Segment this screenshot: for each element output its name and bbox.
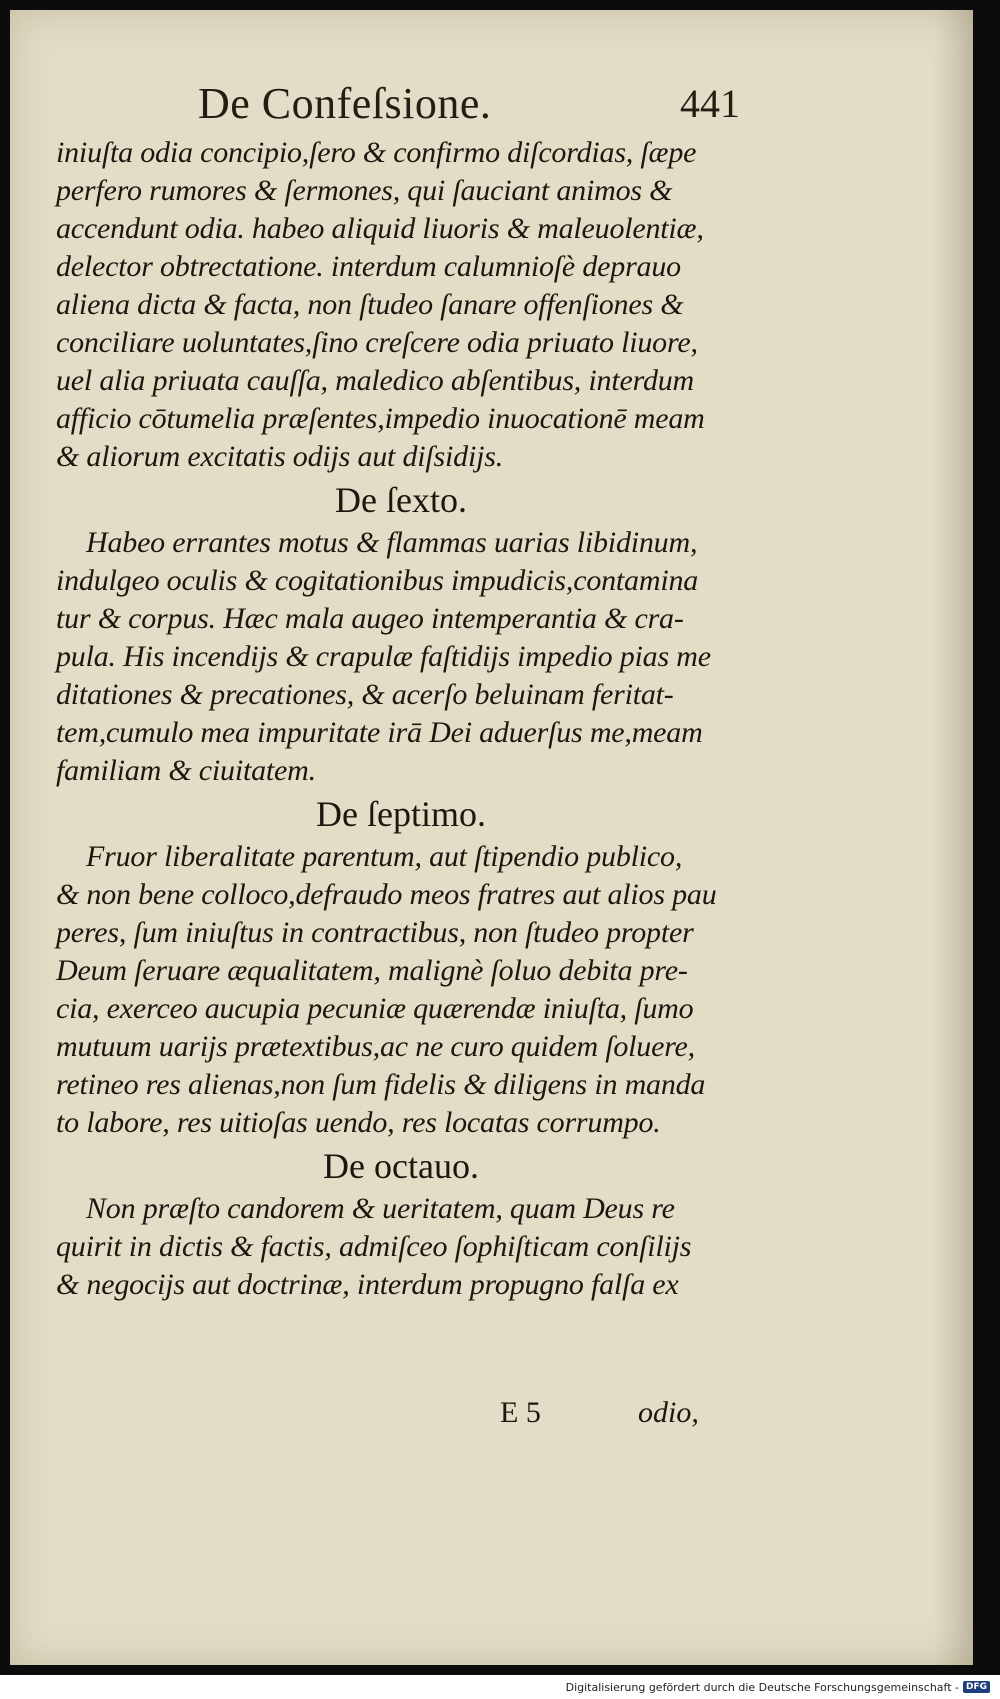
text-line: tem,cumulo mea impuritate irā Dei aduerſus me,meam (56, 716, 703, 749)
text-line: quirit in dictis & factis, admiſceo ſophiſticam conſilijs (56, 1230, 692, 1263)
text-line: cia, exerceo aucupia pecuniæ quærendæ iniuſta, ſumo (56, 992, 694, 1025)
page-gutter-shade (933, 10, 973, 1665)
text-block (56, 134, 746, 1304)
book-page (10, 10, 973, 1665)
text-line: Deum ſeruare æqualitatem, malignè ſoluo debita pre- (56, 954, 688, 987)
catchword: odio, (638, 1396, 699, 1429)
text-line: indulgeo oculis & cogitationibus impudicis,contamina (56, 564, 699, 597)
section-heading: De ſeptimo. (316, 794, 486, 834)
text-line: tur & corpus. Hæc mala augeo intemperantia & cra- (56, 602, 684, 635)
catch-line (500, 1396, 750, 1436)
digitization-footer (566, 1678, 990, 1696)
text-line: uel alia priuata cauſſa, maledico abſentibus, interdum (56, 364, 695, 397)
section-heading: De octauo. (323, 1146, 479, 1186)
text-line: Habeo errantes motus & flammas uarias libidinum, (86, 526, 698, 559)
text-line: aliena dicta & facta, non ſtudeo ſanare offenſiones & (56, 288, 684, 321)
text-line: & aliorum excitatis odijs aut diſsidijs. (56, 440, 504, 473)
text-line: delector obtrectatione. interdum calumnioſè deprauo (56, 250, 681, 283)
section-continuation (56, 134, 746, 476)
text-line: afficio cōtumelia præſentes,impedio inuocationē meam (56, 402, 705, 435)
signature-mark: E 5 (500, 1396, 541, 1429)
running-title: De Confeſsione. (198, 79, 492, 128)
text-line: peres, ſum iniuſtus in contractibus, non ſtudeo propter (56, 916, 694, 949)
text-line: accendunt odia. habeo aliquid liuoris & maleuolentiæ, (56, 212, 704, 245)
text-line: Fruor liberalitate parentum, aut ſtipendio publico, (86, 840, 683, 873)
page-header (190, 76, 740, 136)
text-line: to labore, res uitioſas uendo, res locatas corrumpo. (56, 1106, 661, 1139)
text-line: perfero rumores & ſermones, qui ſauciant animos & (56, 174, 673, 207)
dfg-logo-icon: DFG (963, 1681, 990, 1693)
text-line: Non præſto candorem & ueritatem, quam Deus re (86, 1192, 675, 1225)
text-line: ditationes & precationes, & acerſo beluinam feritat- (56, 678, 674, 711)
text-line: retineo res alienas,non ſum fidelis & diligens in manda (56, 1068, 706, 1101)
text-line: conciliare uoluntates,ſino creſcere odia priuato liuore, (56, 326, 698, 359)
text-line: iniuſta odia concipio,ſero & confirmo diſcordias, ſæpe (56, 136, 697, 169)
section-heading: De ſexto. (335, 480, 467, 520)
text-line: & negocijs aut doctrinæ, interdum propugno falſa ex (56, 1268, 679, 1301)
page-number: 441 (680, 81, 740, 126)
section-de-octauo (56, 1144, 746, 1304)
funding-credit: Digitalisierung gefördert durch die Deutsche Forschungsgemeinschaft - (565, 1680, 959, 1694)
text-line: pula. His incendijs & crapulæ faſtidijs impedio pias me (56, 640, 711, 673)
text-line: & non bene colloco,defraudo meos fratres aut alios pau (56, 878, 717, 911)
text-line: mutuum uarijs prætextibus,ac ne curo quidem ſoluere, (56, 1030, 695, 1063)
text-line: familiam & ciuitatem. (56, 754, 316, 787)
section-de-sexto (56, 478, 746, 790)
section-de-septimo (56, 792, 746, 1142)
